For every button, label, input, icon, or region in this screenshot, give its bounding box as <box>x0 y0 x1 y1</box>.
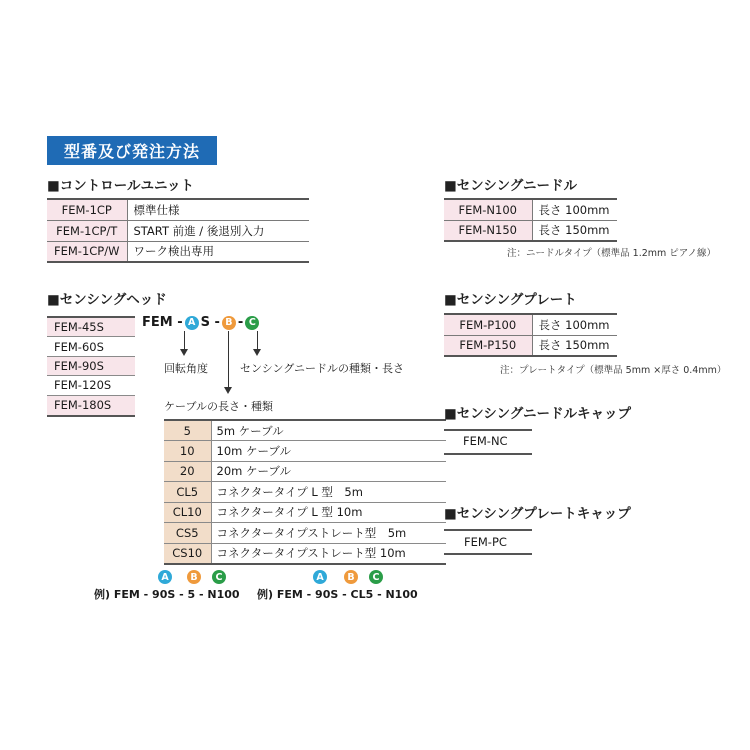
plate-code: FEM-P150 <box>444 335 532 356</box>
list-item: FEM-45S <box>47 318 135 337</box>
divider <box>444 553 532 555</box>
circle-b-icon: B <box>344 570 358 584</box>
cable-code: CS5 <box>164 523 211 544</box>
plate-note: 注：プレートタイプ（標準品 5mm ×厚さ 0.4mm） <box>500 365 727 376</box>
cable-code: CL5 <box>164 482 211 503</box>
control-unit-code: FEM-1CP <box>47 199 127 220</box>
arrow-c-line <box>257 331 258 351</box>
table-row <box>47 199 309 220</box>
arrow-down-icon <box>180 349 188 356</box>
circle-a-icon: A <box>185 316 199 330</box>
circle-a-icon: A <box>158 570 172 584</box>
control-unit-code: FEM-1CP/W <box>47 241 127 262</box>
table-row <box>444 199 617 220</box>
example-1-markers <box>156 570 228 584</box>
table-row <box>164 543 446 564</box>
circle-c-icon: C <box>212 570 226 584</box>
divider <box>444 453 532 455</box>
control-unit-table <box>47 198 309 263</box>
cable-code: 20 <box>164 461 211 482</box>
plate-desc: 長さ 100mm <box>532 314 617 335</box>
plate-cap-heading: ■センシングプレートキャップ <box>444 506 631 522</box>
control-unit-code: FEM-1CP/T <box>47 220 127 241</box>
table-row <box>164 482 446 503</box>
circle-a-icon: A <box>313 570 327 584</box>
cable-code: CL10 <box>164 502 211 523</box>
circle-b-icon: B <box>187 570 201 584</box>
plate-code: FEM-P100 <box>444 314 532 335</box>
needle-note: 注：ニードルタイプ（標準品 1.2mm ピアノ線） <box>507 248 717 259</box>
table-row <box>164 420 446 441</box>
plate-desc: 長さ 150mm <box>532 335 617 356</box>
sensing-head-heading: ■センシングヘッド <box>47 292 167 308</box>
cable-desc: コネクタータイプストレート型 10m <box>211 543 446 564</box>
divider <box>444 429 532 431</box>
cable-table <box>164 419 446 565</box>
control-unit-desc: ワーク検出専用 <box>127 241 309 262</box>
cable-desc: 20m ケーブル <box>211 461 446 482</box>
arrow-b-line <box>228 331 229 389</box>
needle-cap-heading: ■センシングニードルキャップ <box>444 406 632 422</box>
formula-prefix: FEM - <box>142 315 183 330</box>
needle-cap-code: FEM-NC <box>463 434 508 448</box>
example-2: 例) FEM - 90S - CL5 - N100 <box>257 588 418 601</box>
list-item: FEM-180S <box>47 396 135 415</box>
rotation-angle-label: 回転角度 <box>164 362 208 375</box>
circle-c-icon: C <box>245 316 259 330</box>
needle-desc: 長さ 150mm <box>532 220 617 241</box>
control-unit-desc: 標準仕様 <box>127 199 309 220</box>
needle-code: FEM-N150 <box>444 220 532 241</box>
plate-cap-code: FEM-PC <box>464 535 507 549</box>
circle-c-icon: C <box>369 570 383 584</box>
cable-desc: 5m ケーブル <box>211 420 446 441</box>
cable-code: CS10 <box>164 543 211 564</box>
needle-table <box>444 198 617 242</box>
list-item: FEM-90S <box>47 357 135 376</box>
cable-desc: コネクタータイプストレート型 5m <box>211 523 446 544</box>
cable-desc: コネクタータイプ L 型 5m <box>211 482 446 503</box>
list-item: FEM-60S <box>47 337 135 356</box>
table-row <box>164 461 446 482</box>
cable-length-label: ケーブルの長さ・種類 <box>164 400 274 413</box>
needle-heading: ■センシングニードル <box>444 178 578 194</box>
table-row <box>47 220 309 241</box>
table-row <box>164 523 446 544</box>
plate-table <box>444 313 617 357</box>
table-row <box>47 241 309 262</box>
arrow-a-line <box>184 331 185 351</box>
cable-desc: 10m ケーブル <box>211 441 446 462</box>
control-unit-heading: ■コントロールユニット <box>47 178 194 194</box>
example-1: 例) FEM - 90S - 5 - N100 <box>94 588 240 601</box>
arrow-down-icon <box>253 349 261 356</box>
control-unit-desc: START 前進 / 後退別入力 <box>127 220 309 241</box>
needle-desc: 長さ 100mm <box>532 199 617 220</box>
circle-b-icon: B <box>222 316 236 330</box>
table-row <box>164 441 446 462</box>
arrow-down-icon <box>224 387 232 394</box>
plate-heading: ■センシングプレート <box>444 292 577 308</box>
sensing-head-list <box>47 316 135 417</box>
table-row <box>164 502 446 523</box>
needle-code: FEM-N100 <box>444 199 532 220</box>
formula-mid: S - <box>200 315 220 330</box>
needle-type-label: センシングニードルの種類・長さ <box>240 362 405 375</box>
cable-code: 10 <box>164 441 211 462</box>
formula-dash: - <box>237 315 244 330</box>
table-row <box>444 335 617 356</box>
table-row <box>444 220 617 241</box>
list-item: FEM-120S <box>47 376 135 395</box>
divider <box>444 529 532 531</box>
model-formula <box>142 315 261 330</box>
page-title: 型番及び発注方法 <box>47 136 217 165</box>
cable-desc: コネクタータイプ L 型 10m <box>211 502 446 523</box>
cable-code: 5 <box>164 420 211 441</box>
table-row <box>444 314 617 335</box>
example-2-markers <box>311 570 385 584</box>
